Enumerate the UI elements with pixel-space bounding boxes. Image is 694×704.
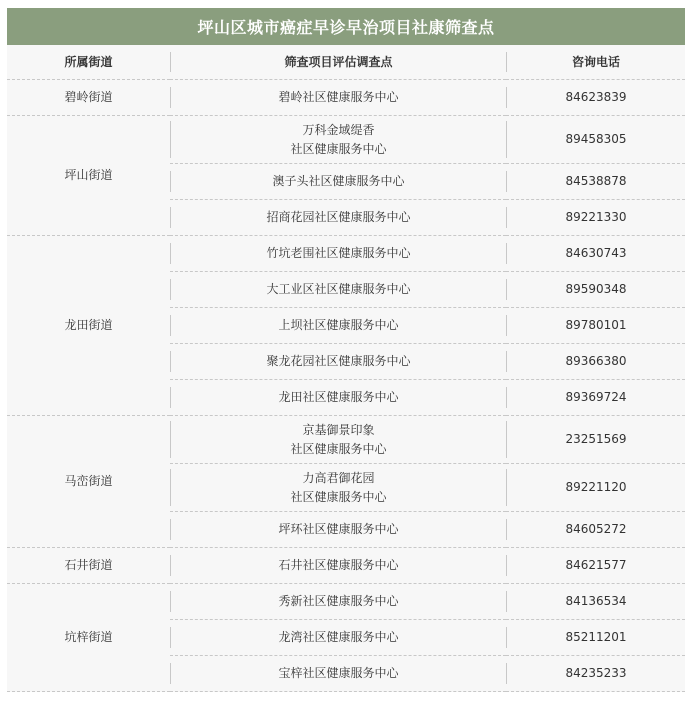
site-name: 秀新社区健康服务中心	[170, 591, 506, 612]
phone-number: 84136534	[506, 591, 685, 612]
phone-number: 89458305	[506, 121, 685, 158]
site-name: 澳子头社区健康服务中心	[170, 171, 506, 192]
site-cell	[170, 272, 506, 308]
district-cell: 马峦街道	[7, 416, 170, 548]
district-cell: 坪山街道	[7, 116, 170, 236]
phone-cell	[506, 344, 685, 380]
phone-number: 84621577	[506, 555, 685, 576]
header-site: 筛查项目评估调查点	[170, 45, 506, 80]
site-cell	[170, 200, 506, 236]
phone-number: 89369724	[506, 387, 685, 408]
site-cell	[170, 344, 506, 380]
phone-cell	[506, 308, 685, 344]
screening-table-container	[7, 8, 685, 692]
table-title: 坪山区城市癌症早诊早治项目社康筛查点	[7, 8, 685, 45]
site-cell	[170, 464, 506, 512]
site-cell	[170, 80, 506, 116]
phone-number: 84623839	[506, 87, 685, 108]
phone-cell	[506, 164, 685, 200]
phone-cell	[506, 656, 685, 692]
site-name: 宝梓社区健康服务中心	[170, 663, 506, 684]
site-name: 京基御景印象 社区健康服务中心	[170, 421, 506, 458]
phone-cell	[506, 584, 685, 620]
site-cell	[170, 416, 506, 464]
table-row	[7, 236, 685, 272]
phone-number: 84235233	[506, 663, 685, 684]
table-body	[7, 80, 685, 692]
site-cell	[170, 620, 506, 656]
table-row	[7, 116, 685, 164]
site-cell	[170, 308, 506, 344]
site-cell	[170, 584, 506, 620]
site-name: 龙湾社区健康服务中心	[170, 627, 506, 648]
site-cell	[170, 512, 506, 548]
table-row	[7, 548, 685, 584]
phone-number: 89780101	[506, 315, 685, 336]
site-name: 龙田社区健康服务中心	[170, 387, 506, 408]
phone-cell	[506, 272, 685, 308]
phone-number: 84605272	[506, 519, 685, 540]
table-row	[7, 584, 685, 620]
site-name: 万科金域缇香 社区健康服务中心	[170, 121, 506, 158]
site-name: 招商花园社区健康服务中心	[170, 207, 506, 228]
phone-cell	[506, 80, 685, 116]
table-row	[7, 416, 685, 464]
phone-number: 89366380	[506, 351, 685, 372]
phone-number: 85211201	[506, 627, 685, 648]
phone-number: 89590348	[506, 279, 685, 300]
phone-cell	[506, 464, 685, 512]
phone-number: 89221330	[506, 207, 685, 228]
screening-table	[7, 45, 685, 692]
district-cell: 坑梓街道	[7, 584, 170, 692]
site-cell	[170, 656, 506, 692]
phone-cell	[506, 548, 685, 584]
site-name: 上坝社区健康服务中心	[170, 315, 506, 336]
table-header-row	[7, 45, 685, 80]
site-cell	[170, 164, 506, 200]
phone-number: 89221120	[506, 469, 685, 506]
site-cell	[170, 116, 506, 164]
site-cell	[170, 380, 506, 416]
phone-cell	[506, 620, 685, 656]
site-cell	[170, 548, 506, 584]
site-name: 力高君御花园 社区健康服务中心	[170, 469, 506, 506]
site-cell	[170, 236, 506, 272]
header-district: 所属街道	[7, 45, 170, 80]
site-name: 聚龙花园社区健康服务中心	[170, 351, 506, 372]
phone-cell	[506, 416, 685, 464]
table-row	[7, 80, 685, 116]
site-name: 石井社区健康服务中心	[170, 555, 506, 576]
district-cell: 碧岭街道	[7, 80, 170, 116]
site-name: 竹坑老围社区健康服务中心	[170, 243, 506, 264]
header-phone: 咨询电话	[506, 45, 685, 80]
site-name: 碧岭社区健康服务中心	[170, 87, 506, 108]
phone-cell	[506, 200, 685, 236]
phone-cell	[506, 380, 685, 416]
site-name: 坪环社区健康服务中心	[170, 519, 506, 540]
phone-number: 84630743	[506, 243, 685, 264]
district-cell: 龙田街道	[7, 236, 170, 416]
district-cell: 石井街道	[7, 548, 170, 584]
phone-cell	[506, 116, 685, 164]
phone-number: 84538878	[506, 171, 685, 192]
phone-number: 23251569	[506, 421, 685, 458]
site-name: 大工业区社区健康服务中心	[170, 279, 506, 300]
phone-cell	[506, 512, 685, 548]
phone-cell	[506, 236, 685, 272]
